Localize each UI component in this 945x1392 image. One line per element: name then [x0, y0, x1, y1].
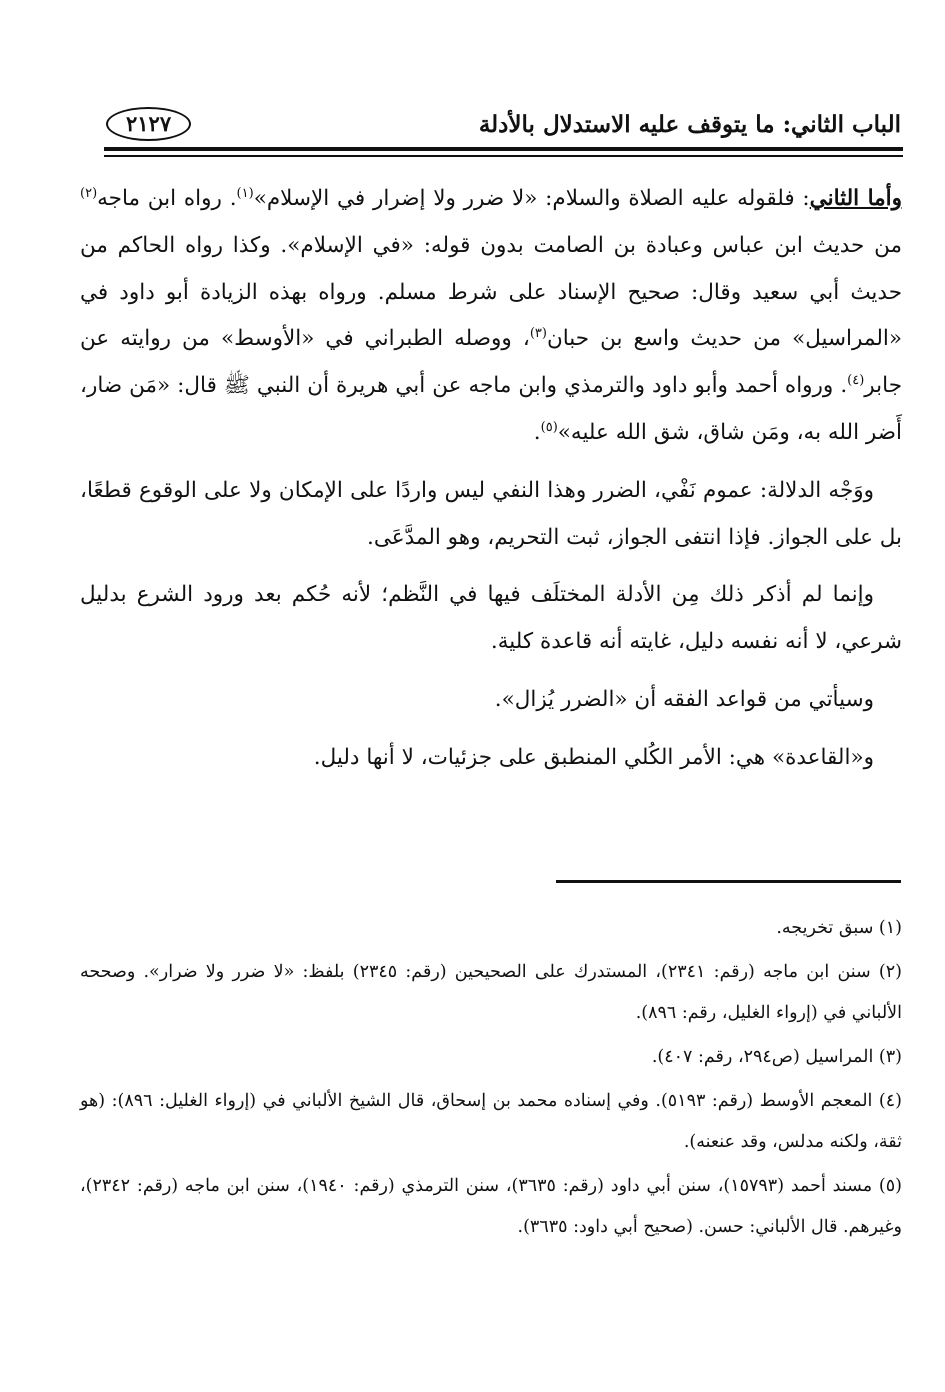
text-run: . ورواه أحمد وأبو داود والترمذي وابن ماجه عن أبي هريرة أن النبي ﷺ قال: «مَن ضار، أَضر الله به، ومَن شاق، شق الله عليه» — [80, 373, 902, 445]
footnote-2: (٢) سنن ابن ماجه (رقم: ٢٣٤١)، المستدرك على الصحيحين (رقم: ٢٣٤٥) بلفظ: «لا ضرر ولا ضرار». وصححه الألباني في (إرواء الغليل، رقم: ٨٩٦). — [80, 962, 902, 1023]
text-run: : فلقوله عليه الصلاة والسلام: «لا ضرر ولا إضرار في الإسلام» — [253, 186, 810, 211]
footnote-ref[interactable]: (٢) — [80, 185, 98, 201]
footnote-4: (٤) المعجم الأوسط (رقم: ٥١٩٣). وفي إسناده محمد بن إسحاق، قال الشيخ الألباني في (إرواء الغليل: ٨٩٦): (هو ثقة، ولكنه مدلس، وقد عنعنه). — [80, 1091, 902, 1152]
chapter-title: الباب الثاني: ما يتوقف عليه الاستدلال بالأدلة — [478, 110, 901, 138]
paragraph-definition: و«القاعدة» هي: الأمر الكُلي المنطبق على جزئيات، لا أنها دليل. — [313, 744, 874, 770]
page-number: ٢١٢٧ — [106, 107, 191, 141]
footnote-3: (٣) المراسيل (ص٢٩٤، رقم: ٤٠٧). — [651, 1047, 902, 1067]
footnote-5: (٥) مسند أحمد (١٥٧٩٣)، سنن أبي داود (رقم: ٣٦٣٥)، سنن الترمذي (رقم: ١٩٤٠)، سنن ابن ماجه (رقم: ٢٣٤٢)، وغيرهم. قال الألباني: حسن. (صحيح أبي داود: ٣٦٣٥). — [80, 1176, 902, 1237]
footnote-separator — [556, 880, 901, 883]
paragraph-evidence — [80, 176, 902, 457]
footnote-ref[interactable]: (٣) — [529, 326, 547, 342]
footnote-1: (١) سبق تخريجه. — [776, 918, 902, 938]
main-text — [80, 176, 902, 793]
text-run: ، ووصله الطبراني في «الأوسط» من روايته عن جابر — [80, 326, 902, 399]
header-rule-thin — [104, 155, 903, 157]
paragraph-inference: ووَجْه الدلالة: عموم نَفْي، الضرر وهذا النفي ليس واردًا على الإمكان ولا على الوقوع قطعًا، بل على الجواز. فإذا انتفى الجواز، ثبت التحريم، وهو المدَّعَى. — [80, 477, 902, 550]
paragraph-explanation: وإنما لم أذكر ذلك مِن الأدلة المختلَف فيها في النَّظم؛ لأنه حُكم بعد ورود الشرع بدليل شرعي، لا أنه نفسه دليل، غايته أنه قاعدة كلية. — [80, 582, 902, 655]
footnote-ref[interactable]: (٥) — [540, 419, 558, 435]
text-run: . — [533, 419, 541, 445]
section-lead: وأما الثاني — [809, 186, 902, 211]
running-header — [106, 104, 901, 144]
text-run: . رواه ابن ماجه — [97, 186, 237, 211]
text-run: من حديث ابن عباس وعبادة بن الصامت بدون قوله: «في الإسلام». وكذا رواه الحاكم من حديث أبي سعيد وقال: صحيح الإسناد على شرط مسلم. ورواه بهذه الزيادة أبو داود في «المراسيل» من حديث واسع بن حبان — [80, 232, 902, 352]
footnotes — [80, 908, 902, 1251]
footnote-ref[interactable]: (٤) — [847, 373, 865, 389]
footnote-ref[interactable]: (١) — [236, 185, 254, 201]
header-rule-thick — [104, 147, 903, 151]
paragraph-maxim: وسيأتي من قواعد الفقه أن «الضرر يُزال». — [494, 686, 874, 712]
